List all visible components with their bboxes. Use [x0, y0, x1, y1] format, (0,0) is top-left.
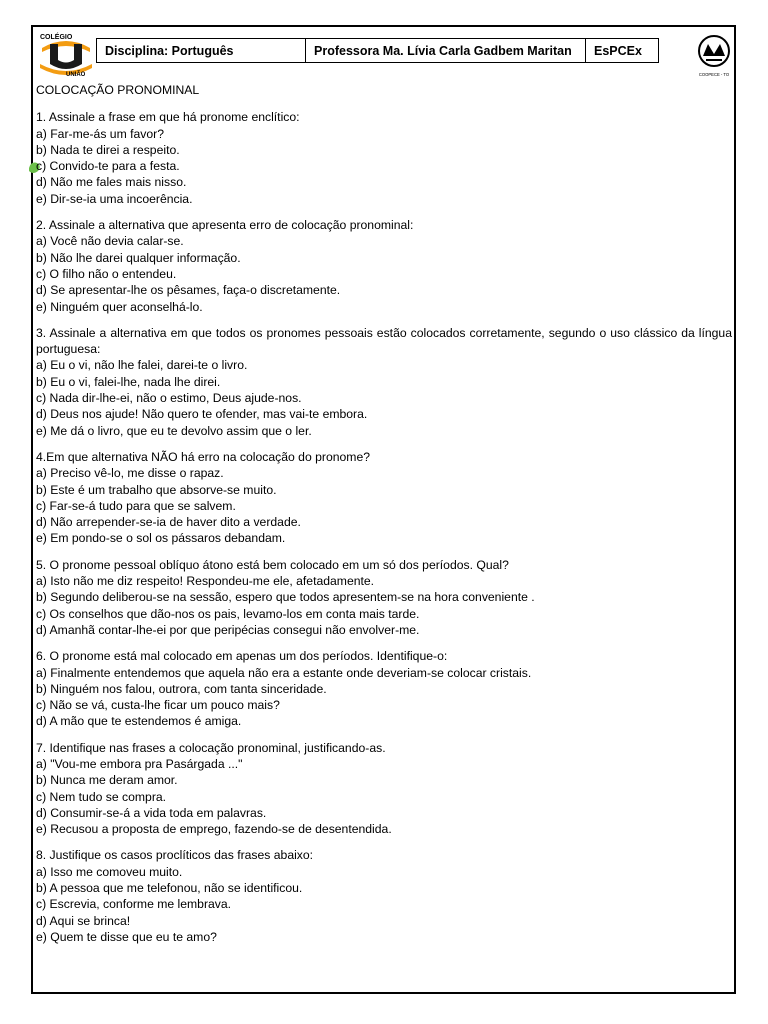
- question-2: [36, 217, 732, 315]
- option: c) Nem tudo se compra.: [36, 789, 167, 804]
- option: b) Nunca me deram amor.: [36, 773, 178, 788]
- option: a) Eu o vi, não lhe falei, darei-te o livro.: [36, 358, 248, 373]
- document-body: [36, 82, 732, 955]
- option: e) Ninguém quer aconselhá-lo.: [36, 299, 203, 314]
- option: e) Recusou a proposta de emprego, fazendo-se de desentendida.: [36, 822, 392, 837]
- option: a) Far-me-ás um favor?: [36, 126, 164, 141]
- option: d) Consumir-se-á a vida toda em palavras.: [36, 805, 267, 820]
- option: c) Far-se-á tudo para que se salvem.: [36, 498, 236, 513]
- question-stem: 7. Identifique nas frases a colocação pronominal, justificando-as.: [36, 740, 386, 755]
- option: b) Este é um trabalho que absorve-se muito.: [36, 482, 277, 497]
- question-3: [36, 325, 732, 439]
- option: b) Segundo deliberou-se na sessão, espero que todos apresentem-se na hora conveniente .: [36, 590, 535, 605]
- option: d) Aqui se brinca!: [36, 913, 131, 928]
- logo-word-colegio: COLÉGIO: [40, 34, 73, 41]
- option: d) Não me fales mais nisso.: [36, 175, 187, 190]
- question-8: [36, 847, 732, 945]
- option: c) Convido-te para a festa.: [36, 159, 180, 174]
- logo-word-uniao: UNIÃO: [66, 72, 86, 78]
- option: c) Os conselhos que dão-nos os pais, levamo-los em conta mais tarde.: [36, 606, 420, 621]
- school-logo-icon: [36, 30, 96, 78]
- option: e) Dir-se-ia uma incoerência.: [36, 191, 193, 206]
- option: c) O filho não o entendeu.: [36, 266, 177, 281]
- exam-cell: EsPCEx: [586, 39, 659, 63]
- teacher-cell: Professora Ma. Lívia Carla Gadbem Maritan: [306, 39, 586, 63]
- option: e) Em pondo-se o sol os pássaros debandam.: [36, 531, 286, 546]
- option: c) Nada dir-lhe-ei, não o estimo, Deus ajude-nos.: [36, 391, 302, 406]
- question-stem: 1. Assinale a frase em que há pronome enclítico:: [36, 110, 300, 125]
- coopece-caption: COOPECE - TO: [698, 72, 730, 77]
- question-stem: 6. O pronome está mal colocado em apenas um dos períodos. Identifique-o:: [36, 649, 448, 664]
- option: d) A mão que te estendemos é amiga.: [36, 714, 242, 729]
- option: d) Amanhã contar-lhe-ei por que peripécias consegui não envolver-me.: [36, 622, 420, 637]
- discipline-cell: Disciplina: Português: [97, 39, 306, 63]
- question-stem: 5. O pronome pessoal oblíquo átono está bem colocado em um só dos períodos. Qual?: [36, 557, 509, 572]
- option: a) Finalmente entendemos que aquela não era a estante onde deveriam-se colocar cristais.: [36, 665, 532, 680]
- option: d) Se apresentar-lhe os pêsames, faça-o discretamente.: [36, 283, 341, 298]
- question-7: [36, 740, 732, 838]
- option: a) "Vou-me embora pra Pasárgada ...": [36, 756, 243, 771]
- option: c) Não se vá, custa-lhe ficar um pouco mais?: [36, 698, 280, 713]
- header-table: [96, 38, 659, 63]
- option: a) Preciso vê-lo, me disse o rapaz.: [36, 466, 224, 481]
- question-6: [36, 648, 732, 729]
- option: d) Não arrepender-se-ia de haver dito a verdade.: [36, 515, 301, 530]
- question-5: [36, 557, 732, 638]
- page-title: COLOCAÇÃO PRONOMINAL: [36, 83, 200, 97]
- option: a) Isto não me diz respeito! Respondeu-me ele, afetadamente.: [36, 574, 375, 589]
- question-1: [36, 109, 732, 207]
- option: b) A pessoa que me telefonou, não se identificou.: [36, 881, 303, 896]
- question-stem: 3. Assinale a alternativa em que todos os pronomes pessoais estão colocados corretamente, segundo o uso clássico da língua portuguesa:: [36, 325, 732, 357]
- question-stem: 4.Em que alternativa NÃO há erro na colocação do pronome?: [36, 449, 370, 464]
- option: b) Eu o vi, falei-lhe, nada lhe direi.: [36, 374, 221, 389]
- option: b) Ninguém nos falou, outrora, com tanta sinceridade.: [36, 681, 327, 696]
- question-stem: 8. Justifique os casos proclíticos das frases abaixo:: [36, 848, 314, 863]
- option: b) Nada te direi a respeito.: [36, 142, 180, 157]
- option: e) Me dá o livro, que eu te devolvo assim que o ler.: [36, 423, 312, 438]
- option: e) Quem te disse que eu te amo?: [36, 929, 217, 944]
- option: b) Não lhe darei qualquer informação.: [36, 250, 241, 265]
- option: d) Deus nos ajude! Não quero te ofender, mas vai-te embora.: [36, 407, 368, 422]
- question-4: [36, 449, 732, 547]
- option: a) Isso me comoveu muito.: [36, 864, 183, 879]
- question-stem: 2. Assinale a alternativa que apresenta erro de colocação pronominal:: [36, 218, 414, 233]
- option: a) Você não devia calar-se.: [36, 234, 184, 249]
- coopece-logo-icon: [694, 34, 734, 78]
- option: c) Escrevia, conforme me lembrava.: [36, 897, 232, 912]
